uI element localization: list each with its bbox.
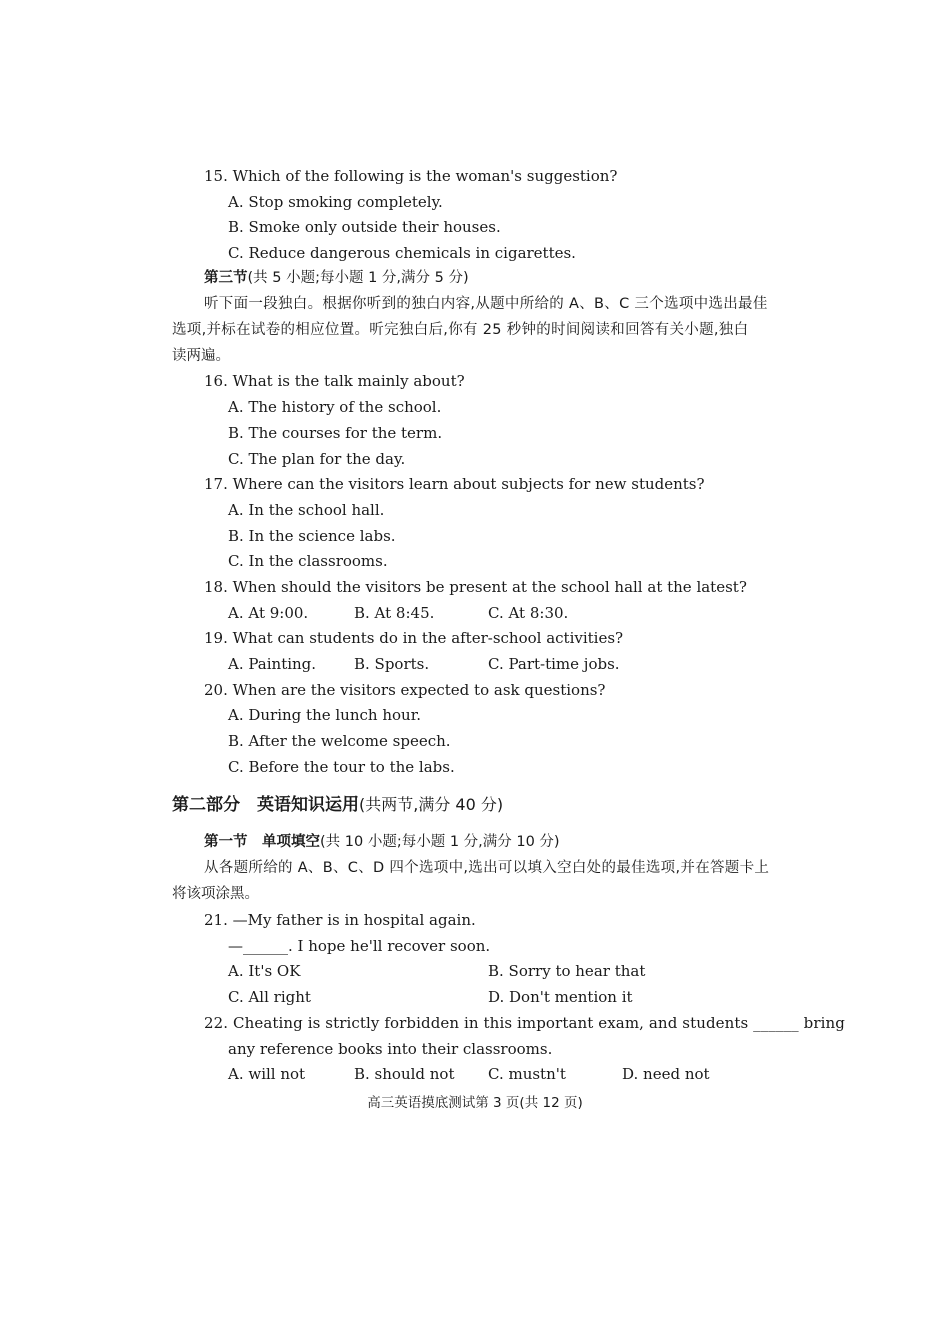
q16-stem: 16. What is the talk mainly about? <box>204 372 465 390</box>
q17-stem: 17. Where can the visitors learn about subjects for new students? <box>204 475 705 493</box>
part2-section1-instructions-line2: 将该项涂黑。 <box>172 886 259 902</box>
q15-option-a: A. Stop smoking completely. <box>228 193 443 211</box>
q18-option-c: C. At 8:30. <box>488 604 569 622</box>
q21-line2: —______. I hope he'll recover soon. <box>228 937 491 955</box>
q21-option-b: B. Sorry to hear that <box>488 962 646 980</box>
section3-title: 第三节 <box>204 270 248 286</box>
q22-line1: 22. Cheating is strictly forbidden in this important exam, and students ______ bring <box>204 1014 845 1032</box>
q19-option-a: A. Painting. <box>228 655 317 673</box>
q16-option-a: A. The history of the school. <box>228 398 442 416</box>
part2-section1-info: (共 10 小题;每小题 1 分,满分 10 分) <box>320 834 560 850</box>
q17-option-c: C. In the classrooms. <box>228 552 388 570</box>
q21-option-c: C. All right <box>228 988 311 1006</box>
page-footer: 高三英语摸底测试第 3 页(共 12 页) <box>367 1095 583 1111</box>
q15-stem: 15. Which of the following is the woman's suggestion? <box>204 167 618 185</box>
part2-heading <box>172 795 503 815</box>
q17-option-a: A. In the school hall. <box>228 501 385 519</box>
q20-stem: 20. When are the visitors expected to ask questions? <box>204 681 606 699</box>
q16-option-c: C. The plan for the day. <box>228 450 406 468</box>
q22-line2: any reference books into their classrooms. <box>228 1040 553 1058</box>
q20-option-c: C. Before the tour to the labs. <box>228 758 455 776</box>
q16-option-b: B. The courses for the term. <box>228 424 443 442</box>
q18-option-a: A. At 9:00. <box>228 604 309 622</box>
q15-option-b: B. Smoke only outside their houses. <box>228 218 501 236</box>
q19-stem: 19. What can students do in the after-school activities? <box>204 629 624 647</box>
section3-instructions-line3: 读两遍。 <box>172 348 230 364</box>
q22-option-d: D. need not <box>622 1065 710 1083</box>
section3-heading <box>204 268 469 288</box>
part2-section1-instructions-line1: 从各题所给的 A、B、C、D 四个选项中,选出可以填入空白处的最佳选项,并在答题卡上 <box>204 860 770 876</box>
q22-option-c: C. mustn't <box>488 1065 566 1083</box>
q22-option-b: B. should not <box>354 1065 455 1083</box>
q18-option-b: B. At 8:45. <box>354 604 435 622</box>
q21-option-d: D. Don't mention it <box>488 988 633 1006</box>
q21-option-a: A. It's OK <box>228 962 301 980</box>
q20-option-b: B. After the welcome speech. <box>228 732 451 750</box>
q20-option-a: A. During the lunch hour. <box>228 706 421 724</box>
q19-option-b: B. Sports. <box>354 655 430 673</box>
q17-option-b: B. In the science labs. <box>228 527 396 545</box>
section3-instructions-line1: 听下面一段独白。根据你听到的独白内容,从题中所给的 A、B、C 三个选项中选出最佳 <box>204 296 768 312</box>
part2-info: (共两节,满分 40 分) <box>359 795 504 814</box>
q22-option-a: A. will not <box>228 1065 306 1083</box>
q19-option-c: C. Part-time jobs. <box>488 655 620 673</box>
section3-info: (共 5 小题;每小题 1 分,满分 5 分) <box>247 270 469 286</box>
part2-title: 第二部分 英语知识运用 <box>172 795 359 815</box>
part2-section1-heading <box>204 832 560 852</box>
part2-section1-title: 第一节 单项填空 <box>204 834 320 850</box>
section3-instructions-line2: 选项,并标在试卷的相应位置。听完独白后,你有 25 秒钟的时间阅读和回答有关小题,独白 <box>172 322 749 338</box>
q21-line1: 21. —My father is in hospital again. <box>204 911 476 929</box>
q15-option-c: C. Reduce dangerous chemicals in cigarettes. <box>228 244 576 262</box>
q18-stem: 18. When should the visitors be present at the school hall at the latest? <box>204 578 747 596</box>
